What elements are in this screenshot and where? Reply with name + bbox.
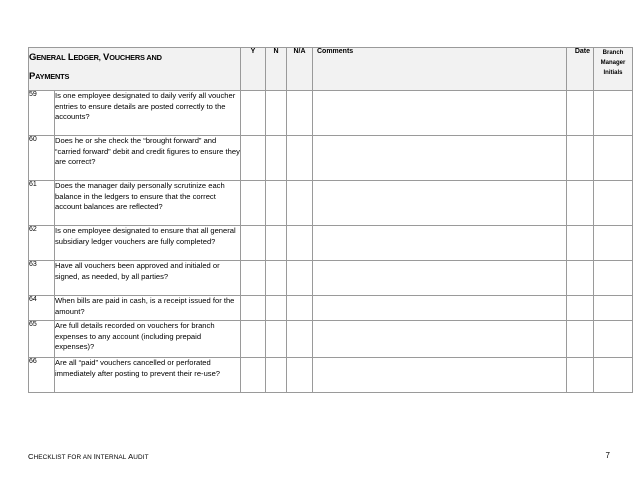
cell-date[interactable] — [567, 321, 594, 358]
question-text: Are full details recorded on vouchers for branch expenses to any account (including prepaid expenses)? — [55, 321, 241, 358]
cell-y[interactable] — [241, 358, 266, 393]
cell-initials[interactable] — [594, 321, 633, 358]
cell-initials[interactable] — [594, 296, 633, 321]
question-text: Have all vouchers been approved and initialed or signed, as needed, by all parties? — [55, 261, 241, 296]
cell-n[interactable] — [266, 91, 287, 136]
cell-date[interactable] — [567, 226, 594, 261]
cell-n[interactable] — [266, 261, 287, 296]
cell-initials[interactable] — [594, 181, 633, 226]
cell-comments[interactable] — [313, 358, 567, 393]
row-number: 61 — [29, 181, 55, 226]
cell-n[interactable] — [266, 358, 287, 393]
cell-date[interactable] — [567, 91, 594, 136]
row-number: 59 — [29, 91, 55, 136]
cell-initials[interactable] — [594, 136, 633, 181]
row-number: 64 — [29, 296, 55, 321]
cell-y[interactable] — [241, 261, 266, 296]
cell-na[interactable] — [287, 91, 313, 136]
cell-na[interactable] — [287, 358, 313, 393]
question-text: Are all “paid” vouchers cancelled or perforated immediately after posting to prevent their re-use? — [55, 358, 241, 393]
section-heading-line-2: PAYMENTS — [29, 71, 70, 82]
table-row — [29, 261, 633, 296]
row-number: 66 — [29, 358, 55, 393]
cell-date[interactable] — [567, 296, 594, 321]
cell-y[interactable] — [241, 321, 266, 358]
cell-n[interactable] — [266, 321, 287, 358]
cell-y[interactable] — [241, 181, 266, 226]
section-heading — [29, 48, 241, 91]
cell-y[interactable] — [241, 91, 266, 136]
question-text: Is one employee designated to ensure that all general subsidiary ledger vouchers are fully completed? — [55, 226, 241, 261]
table-row — [29, 358, 633, 393]
cell-comments[interactable] — [313, 321, 567, 358]
column-header-y: Y — [241, 48, 266, 91]
cell-y[interactable] — [241, 226, 266, 261]
footer-document-title: CHECKLIST FOR AN INTERNAL AUDIT — [28, 452, 149, 461]
cell-date[interactable] — [567, 181, 594, 226]
checklist-table — [28, 47, 633, 393]
cell-y[interactable] — [241, 296, 266, 321]
column-header-n: N — [266, 48, 287, 91]
cell-na[interactable] — [287, 136, 313, 181]
cell-comments[interactable] — [313, 136, 567, 181]
column-header-date: Date — [567, 48, 594, 91]
table-row — [29, 136, 633, 181]
cell-n[interactable] — [266, 181, 287, 226]
cell-initials[interactable] — [594, 358, 633, 393]
cell-date[interactable] — [567, 136, 594, 181]
cell-comments[interactable] — [313, 91, 567, 136]
row-number: 63 — [29, 261, 55, 296]
column-header-branch-manager-initials: Branch Manager Initials — [594, 48, 633, 91]
table-row — [29, 296, 633, 321]
table-row — [29, 321, 633, 358]
table-row — [29, 226, 633, 261]
table-header-row — [29, 48, 633, 91]
cell-na[interactable] — [287, 296, 313, 321]
cell-comments[interactable] — [313, 181, 567, 226]
row-number: 62 — [29, 226, 55, 261]
table-row — [29, 181, 633, 226]
cell-comments[interactable] — [313, 296, 567, 321]
table-row — [29, 91, 633, 136]
cell-na[interactable] — [287, 321, 313, 358]
cell-comments[interactable] — [313, 261, 567, 296]
section-heading-line-1: GENERAL LEDGER, VOUCHERS AND — [29, 52, 162, 63]
cell-date[interactable] — [567, 261, 594, 296]
cell-n[interactable] — [266, 296, 287, 321]
column-header-comments: Comments — [313, 48, 567, 91]
cell-na[interactable] — [287, 181, 313, 226]
cell-date[interactable] — [567, 358, 594, 393]
cell-n[interactable] — [266, 136, 287, 181]
cell-initials[interactable] — [594, 226, 633, 261]
question-text: When bills are paid in cash, is a receipt issued for the amount? — [55, 296, 241, 321]
question-text: Is one employee designated to daily verify all voucher entries to ensure details are posted correctly to the accounts? — [55, 91, 241, 136]
cell-na[interactable] — [287, 261, 313, 296]
cell-na[interactable] — [287, 226, 313, 261]
cell-y[interactable] — [241, 136, 266, 181]
cell-initials[interactable] — [594, 261, 633, 296]
column-header-na: N/A — [287, 48, 313, 91]
cell-initials[interactable] — [594, 91, 633, 136]
cell-n[interactable] — [266, 226, 287, 261]
row-number: 60 — [29, 136, 55, 181]
question-text: Does the manager daily personally scrutinize each balance in the ledgers to ensure that the correct account balances are reflected? — [55, 181, 241, 226]
cell-comments[interactable] — [313, 226, 567, 261]
question-text: Does he or she check the “brought forward” and “carried forward” debit and credit figures to ensure they are correct? — [55, 136, 241, 181]
page-number: 7 — [605, 451, 610, 460]
row-number: 65 — [29, 321, 55, 358]
